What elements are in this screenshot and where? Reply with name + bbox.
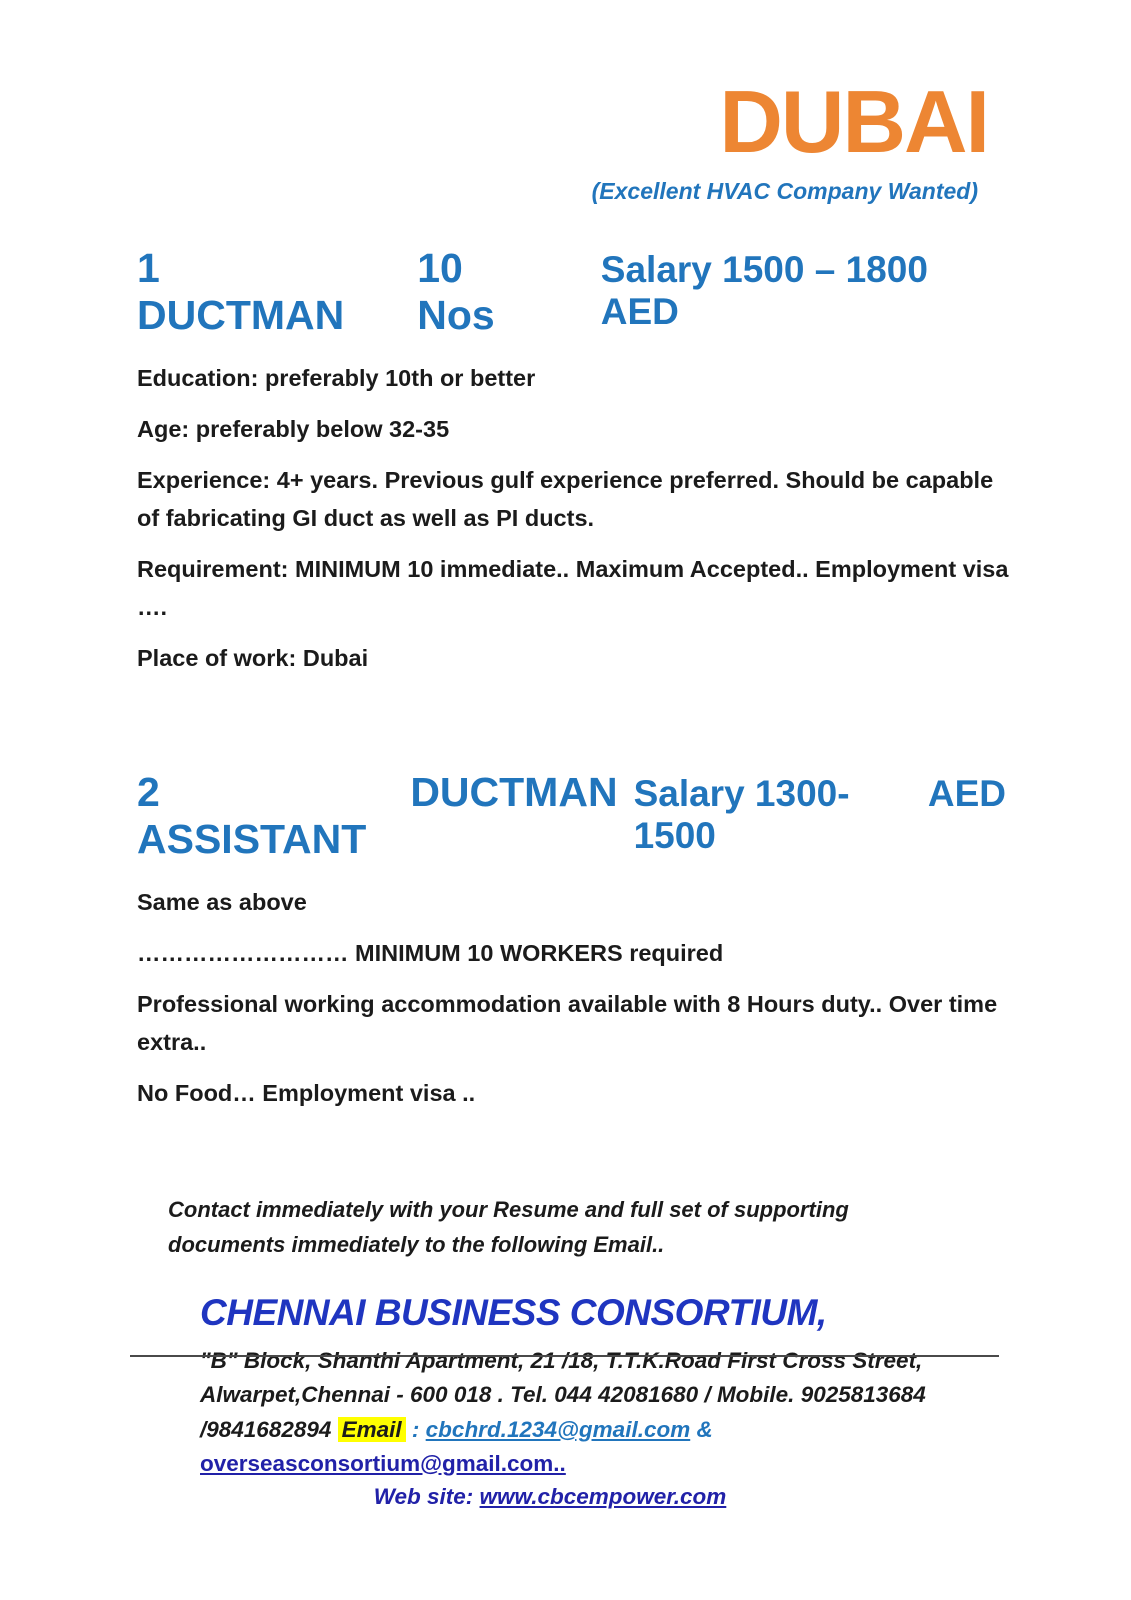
page-subtitle: (Excellent HVAC Company Wanted) [591, 177, 978, 204]
job-number-title: 2 ASSISTANT [137, 768, 367, 862]
footer-divider [130, 1355, 999, 1357]
job-paragraph: No Food… Employment visa .. [137, 1079, 476, 1106]
website-link[interactable]: www.cbcempower.com [479, 1483, 727, 1509]
job-paragraph: ……………………… MINIMUM 10 WORKERS required [137, 939, 724, 966]
job-paragraph: Professional working accommodation available with 8 Hours duty.. Over time extra.. [137, 990, 998, 1055]
company-address-line2: Alwarpet,Chennai - 600 018 . Tel. 044 42081680 / Mobile. 9025813684 [200, 1381, 926, 1407]
job-heading-2 [137, 769, 1006, 863]
email-separator: : [405, 1416, 426, 1442]
company-email-line [200, 1413, 990, 1481]
company-name: CHENNAI BUSINESS CONSORTIUM, [200, 1291, 827, 1333]
email-link-primary[interactable]: cbchrd.1234@gmail.com [425, 1416, 691, 1442]
job-paragraph: Age: preferably below 32-35 [137, 415, 450, 442]
phone-prefix: /9841682894 [200, 1416, 338, 1442]
ampersand: & [690, 1416, 713, 1442]
job-paragraph: Requirement: MINIMUM 10 immediate.. Maximum Accepted.. Employment visa …. [137, 555, 1009, 620]
job-section-assistant-ductman [137, 769, 1006, 1112]
website-label: Web site: [373, 1483, 480, 1509]
document-header [0, 0, 1131, 205]
email-link-secondary[interactable]: overseasconsortium@gmail.com.. [200, 1450, 566, 1476]
job-paragraph: Same as above [137, 888, 307, 915]
job-currency: AED [927, 772, 1006, 814]
website-line [200, 1484, 900, 1510]
email-label-highlighted: Email [338, 1417, 406, 1442]
company-address-line1: "B" Block, Shanthi Apartment, 21 /18, T.T.K.Road First Cross Street, [200, 1347, 923, 1373]
page-title: DUBAI [719, 72, 988, 171]
job-number-title: 1 DUCTMAN [137, 244, 345, 338]
job-title-2: DUCTMAN [410, 768, 618, 815]
job-paragraph: Place of work: Dubai [137, 644, 369, 671]
contact-instruction: Contact immediately with your Resume and full set of supporting documents immediately to the following Email.. [168, 1196, 849, 1257]
job-salary: Salary 1500 – 1800 AED [600, 248, 928, 332]
job-count: 10 Nos [417, 244, 495, 338]
job-section-ductman [137, 244, 1009, 677]
job-heading-1 [137, 245, 1006, 339]
job-paragraph: Education: preferably 10th or better [137, 364, 536, 391]
job-paragraph: Experience: 4+ years. Previous gulf experience preferred. Should be capable of fabricating GI duct as well as PI ducts. [137, 466, 994, 531]
company-block [200, 1292, 990, 1510]
job-salary: Salary 1300-1500 [633, 772, 850, 856]
